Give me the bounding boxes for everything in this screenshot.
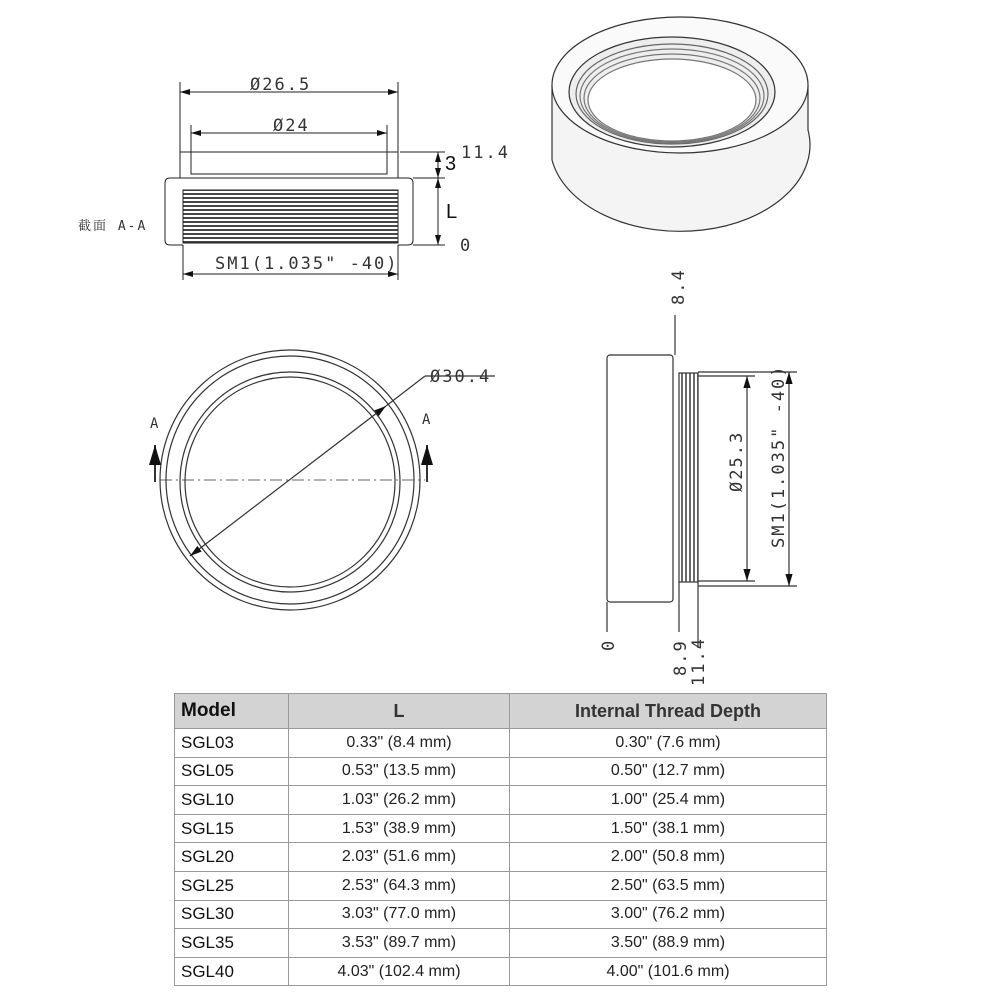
table-row	[175, 957, 827, 986]
dim-8-9-label: 8.9	[671, 639, 691, 676]
model: SGL40	[175, 957, 289, 986]
thread-depth-value: 0.50" (12.7 mm)	[510, 757, 827, 786]
specs-table	[174, 693, 827, 986]
header-thread-depth: Internal Thread Depth	[510, 694, 827, 729]
l-value: 1.03" (26.2 mm)	[289, 786, 510, 815]
model: SGL35	[175, 929, 289, 958]
model: SGL15	[175, 814, 289, 843]
l-value: 3.53" (89.7 mm)	[289, 929, 510, 958]
model: SGL05	[175, 757, 289, 786]
l-value: 2.53" (64.3 mm)	[289, 871, 510, 900]
inner-diameter-label: Ø24	[273, 116, 310, 136]
section-arrow-right-label: A	[422, 412, 433, 428]
thread-label: SM1(1.035" -40)	[215, 254, 399, 274]
table-row	[175, 757, 827, 786]
table-row	[175, 814, 827, 843]
l-value: 3.03" (77.0 mm)	[289, 900, 510, 929]
dim-8-4-label: 8.4	[669, 268, 689, 305]
model: SGL10	[175, 786, 289, 815]
model: SGL25	[175, 871, 289, 900]
side-dim-11-4-label: 11.4	[689, 637, 709, 686]
thread-depth-value: 0.30" (7.6 mm)	[510, 729, 827, 758]
thread-depth-value: 2.00" (50.8 mm)	[510, 843, 827, 872]
table-row	[175, 843, 827, 872]
section-view	[165, 82, 445, 280]
model: SGL03	[175, 729, 289, 758]
dim-L-label: L	[446, 201, 458, 223]
side-dim-0-label: 0	[599, 638, 619, 651]
section-label: 截面 A-A	[78, 219, 148, 234]
table-row	[175, 900, 827, 929]
model: SGL20	[175, 843, 289, 872]
header-model: Model	[175, 694, 289, 729]
l-value: 0.33" (8.4 mm)	[289, 729, 510, 758]
table-header-row	[175, 694, 827, 729]
section-arrow-left-label: A	[150, 416, 161, 432]
front-diameter-label: Ø30.4	[430, 367, 492, 387]
l-value: 2.03" (51.6 mm)	[289, 843, 510, 872]
table-row	[175, 729, 827, 758]
thread-depth-value: 1.00" (25.4 mm)	[510, 786, 827, 815]
side-thread-label: SM1(1.035" -40)	[769, 364, 789, 548]
thread-depth-value: 1.50" (38.1 mm)	[510, 814, 827, 843]
dim-0-label: 0	[460, 236, 473, 256]
dim-11-4-label: 11.4	[461, 143, 510, 163]
model: SGL30	[175, 900, 289, 929]
side-diameter-label: Ø25.3	[727, 430, 747, 492]
table-row	[175, 871, 827, 900]
l-value: 4.03" (102.4 mm)	[289, 957, 510, 986]
header-l: L	[289, 694, 510, 729]
thread-depth-value: 3.50" (88.9 mm)	[510, 929, 827, 958]
outer-diameter-label: Ø26.5	[250, 75, 312, 95]
l-value: 1.53" (38.9 mm)	[289, 814, 510, 843]
thread-depth-value: 3.00" (76.2 mm)	[510, 900, 827, 929]
dim-3-label: 3	[445, 153, 457, 175]
thread-depth-value: 2.50" (63.5 mm)	[510, 871, 827, 900]
l-value: 0.53" (13.5 mm)	[289, 757, 510, 786]
table-row	[175, 929, 827, 958]
ring-3d-view	[552, 17, 810, 231]
table-row	[175, 786, 827, 815]
front-view	[155, 350, 495, 610]
thread-depth-value: 4.00" (101.6 mm)	[510, 957, 827, 986]
